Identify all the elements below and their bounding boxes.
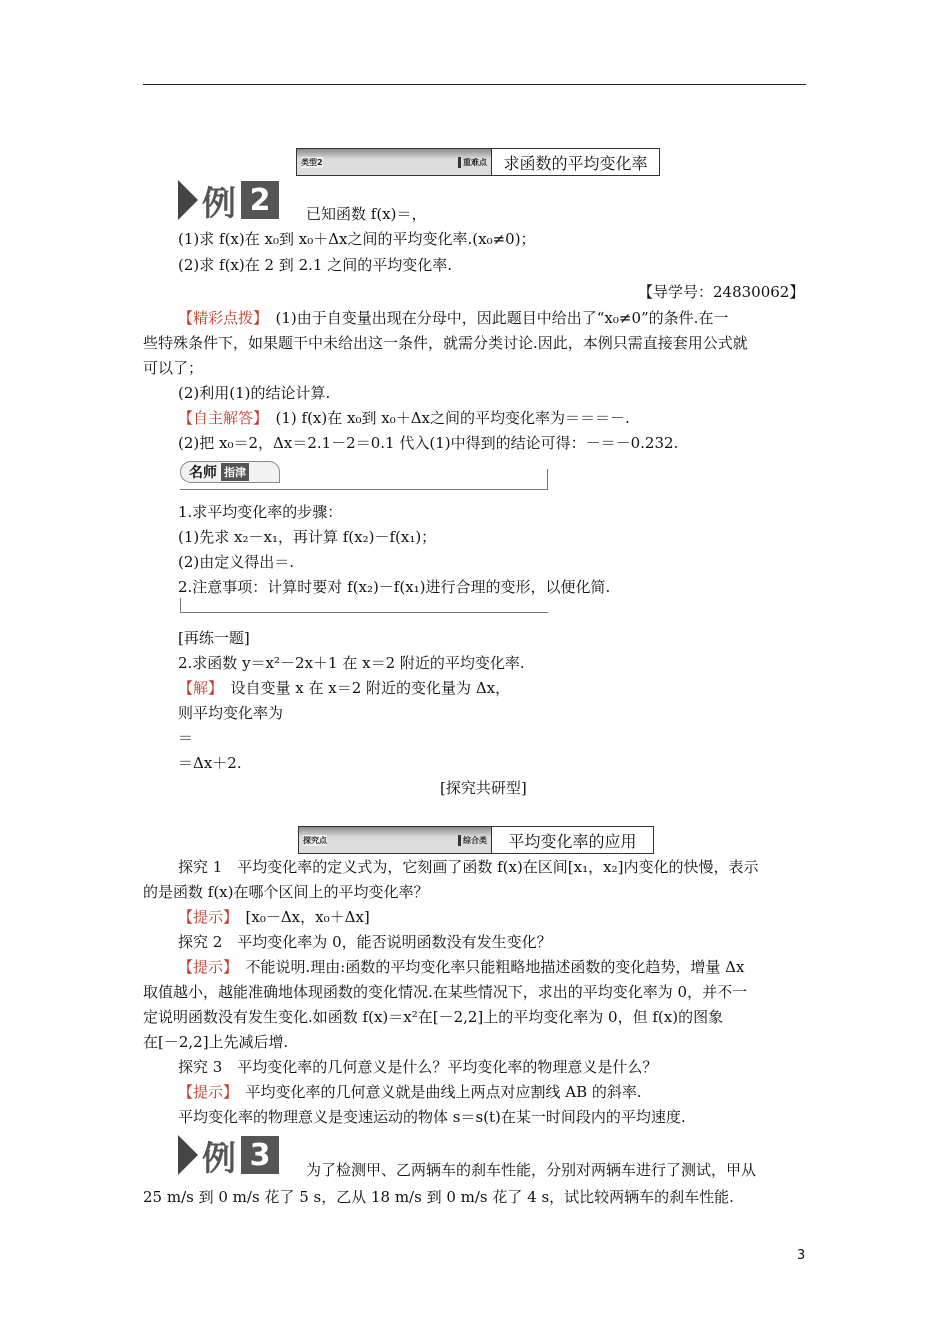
explore3-tip-text-1: 平均变化率的几何意义就是曲线上两点对应割线 AB 的斜率. bbox=[230, 1083, 642, 1101]
banner-tag-left-2: 探究点 bbox=[303, 835, 327, 845]
question-1: (1)求 f(x)在 x₀到 x₀＋Δx之间的平均变化率.(x₀≠0)； bbox=[178, 230, 536, 248]
explore1-tip-label: 【提示】 bbox=[178, 908, 231, 926]
solution-line-1 bbox=[178, 408, 630, 428]
teacher-badge-tag: 指津 bbox=[221, 463, 249, 481]
teacher-line-1: 1.求平均变化率的步骤： bbox=[178, 503, 343, 521]
explore2-tip-1 bbox=[178, 957, 744, 977]
explore2-tip-2: 取值越小，越能准确地体现函数的变化情况.在某些情况下，求出的平均变化率为 0，并不一 bbox=[143, 983, 748, 1001]
teacher-line-3: (2)由定义得出＝. bbox=[178, 553, 295, 571]
banner-title: 求函数的平均变化率 bbox=[503, 153, 648, 173]
page-number: 3 bbox=[797, 1248, 806, 1263]
banner-tag-right: 重难点 bbox=[458, 157, 487, 168]
solution-label: 【自主解答】 bbox=[178, 409, 261, 427]
banner-tag-area bbox=[297, 149, 492, 175]
example3-line-2: 25 m/s 到 0 m/s 花了 5 s，乙从 18 m/s 到 0 m/s 花了 4 s，试比较两辆车的刹车性能. bbox=[143, 1188, 734, 1206]
explore1-tip bbox=[178, 907, 370, 927]
hint-text-1: (1)由于自变量出现在分母中，因此题目中给出了“x₀≠0”的条件.在一 bbox=[260, 309, 729, 327]
guide-number: 【导学号：24830062】 bbox=[638, 283, 805, 301]
hint-label: 【精彩点拨】 bbox=[178, 309, 261, 327]
triangle-icon bbox=[178, 1135, 198, 1175]
banner-tag-right-2: 综合类 bbox=[458, 835, 487, 846]
practice-solution-4: ＝Δx＋2. bbox=[178, 754, 242, 772]
example3-line-1: 为了检测甲、乙两辆车的刹车性能，分别对两辆车进行了测试，甲从 bbox=[306, 1161, 757, 1179]
practice-solution-text-1: 设自变量 x 在 x＝2 附近的变化量为 Δx， bbox=[215, 679, 511, 697]
example-stem: 已知函数 f(x)＝， bbox=[306, 205, 427, 223]
hint-line-1 bbox=[178, 308, 728, 328]
triangle-icon bbox=[178, 180, 198, 220]
explore1-tip-text: [x₀－Δx，x₀＋Δx] bbox=[230, 908, 370, 926]
header-rule bbox=[143, 84, 806, 85]
explore2-tip-text-1: 不能说明.理由:函数的平均变化率只能粗略地描述函数的变化趋势，增量 Δx bbox=[230, 958, 745, 976]
banner-tag-left: 类型2 bbox=[301, 157, 323, 167]
hint-line-3: 可以了； bbox=[143, 359, 204, 377]
practice-solution-2: 则平均变化率为 bbox=[178, 704, 284, 722]
hint-line-2: 些特殊条件下，如果题干中未给出这一条件，就需分类讨论.因此，本例只需直接套用公式就 bbox=[143, 334, 748, 352]
practice-solution-label: 【解】 bbox=[178, 679, 216, 697]
teacher-badge-name: 名师 bbox=[189, 465, 217, 481]
example-number: 2 bbox=[241, 181, 279, 219]
example-badge bbox=[178, 180, 279, 224]
explore3-tip-2: 平均变化率的物理意义是变速运动的物体 s＝s(t)在某一时间段内的平均速度. bbox=[178, 1108, 686, 1126]
practice-question: 2.求函数 y＝x²－2x＋1 在 x＝2 附近的平均变化率. bbox=[178, 654, 525, 672]
explore3-tip-1 bbox=[178, 1082, 642, 1102]
section-title: [探究共研型] bbox=[440, 779, 527, 797]
explore2-tip-label: 【提示】 bbox=[178, 958, 231, 976]
teacher-badge bbox=[180, 461, 280, 483]
explore-banner bbox=[298, 826, 654, 854]
solution-text-1: (1) f(x)在 x₀到 x₀＋Δx之间的平均变化率为＝＝＝－. bbox=[260, 409, 630, 427]
banner-tag-area-2 bbox=[299, 827, 492, 853]
example-label-3: 例 bbox=[202, 1138, 235, 1179]
type-banner bbox=[296, 148, 660, 176]
banner-title-2: 平均变化率的应用 bbox=[508, 831, 637, 851]
explore1-line-2: 的是函数 f(x)在哪个区间上的平均变化率？ bbox=[143, 883, 429, 901]
practice-solution-3: ＝ bbox=[178, 729, 194, 747]
explore2-line-1: 探究 2 平均变化率为 0，能否说明函数没有发生变化？ bbox=[178, 933, 552, 951]
practice-solution-1 bbox=[178, 678, 510, 698]
example-badge-3 bbox=[178, 1135, 279, 1179]
explore2-tip-4: 在[－2,2]上先减后增. bbox=[143, 1033, 289, 1051]
practice-head: [再练一题] bbox=[178, 629, 250, 647]
explore3-tip-label: 【提示】 bbox=[178, 1083, 231, 1101]
explore3-line-1: 探究 3 平均变化率的几何意义是什么？平均变化率的物理意义是什么？ bbox=[178, 1058, 658, 1076]
explore1-line-1: 探究 1 平均变化率的定义式为，它刻画了函数 f(x)在区间[x₁，x₂]内变化的快慢，表示 bbox=[178, 858, 759, 876]
example-label: 例 bbox=[202, 183, 235, 224]
example-number-3: 3 bbox=[241, 1136, 279, 1174]
question-2: (2)求 f(x)在 2 到 2.1 之间的平均变化率. bbox=[178, 256, 452, 274]
teacher-box-header bbox=[180, 459, 548, 493]
teacher-line-2: (1)先求 x₂－x₁，再计算 f(x₂)－f(x₁)； bbox=[178, 528, 437, 546]
solution-line-2: (2)把 x₀＝2，Δx＝2.1－2＝0.1 代入(1)中得到的结论可得：－＝－0.232. bbox=[178, 434, 679, 452]
explore2-tip-3: 定说明函数没有发生变化.如函数 f(x)＝x²在[－2,2]上的平均变化率为 0，但 f(x)的图象 bbox=[143, 1008, 724, 1026]
hint-line-4: (2)利用(1)的结论计算. bbox=[178, 384, 331, 402]
teacher-box-footer bbox=[180, 598, 548, 614]
teacher-line-4: 2.注意事项：计算时要对 f(x₂)－f(x₁)进行合理的变形，以便化简. bbox=[178, 578, 611, 596]
